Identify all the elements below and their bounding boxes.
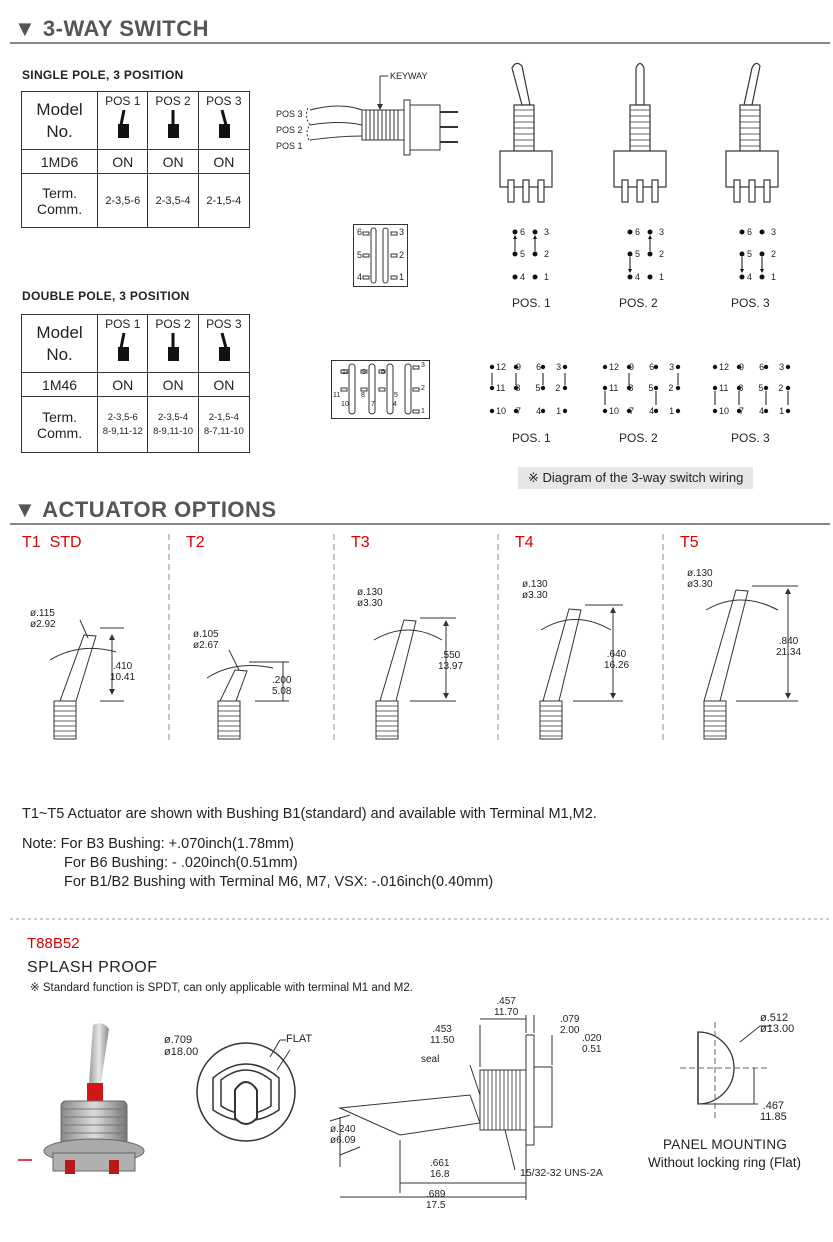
- dp-wiring-pins-pos3: 11 8 5 2: [719, 383, 784, 393]
- dp-wiring-pins-pos2: 12 9 6 3: [609, 362, 675, 372]
- sp-wiring-pin: 5: [520, 249, 526, 259]
- side-dim-689: .689 17.5: [426, 1189, 446, 1211]
- dp-pin: 4: [393, 401, 397, 408]
- switch-side-view-drawing: [300, 70, 470, 170]
- splash-note: ※ Standard function is SPDT, can only applicable with terminal M1 and M2.: [30, 982, 413, 994]
- splash-code: T88B52: [27, 935, 80, 952]
- t5-height-label: .840 21.34: [776, 636, 802, 658]
- toggle-pos1-icon: [113, 331, 133, 365]
- actuator-name-t5: T5: [680, 534, 699, 551]
- dp-wiring-pins-pos3: 12 9 6 3: [719, 362, 785, 372]
- state-cell: ON: [148, 373, 198, 397]
- splash-product-photo: [35, 1015, 145, 1175]
- panel-mounting-title: PANEL MOUNTING: [663, 1137, 788, 1152]
- toggle-pos2-icon: [163, 331, 183, 365]
- state-cell: ON: [198, 150, 249, 174]
- flat-label: FLAT: [286, 1033, 313, 1045]
- single-pole-title: SINGLE POLE, 3 POSITION: [22, 68, 184, 82]
- dp-wiring-pins-pos2: 11 8 5 2: [609, 383, 674, 393]
- side-pos1-label: POS 1: [276, 141, 303, 151]
- dp-pos2-label: POS. 2: [619, 431, 658, 445]
- toggle-front-pos3: [726, 63, 778, 202]
- double-pole-table: [21, 314, 250, 453]
- photo-red-mark: [18, 1158, 34, 1162]
- sp-wiring-pin: 4: [635, 272, 641, 282]
- section-heading-3way: ▼ 3-WAY SWITCH: [14, 16, 210, 41]
- t3-dia-label: ø.130 ø3.30: [357, 587, 383, 609]
- dp-pin: 6: [381, 369, 385, 376]
- bushing-note-1: Note: For B3 Bushing: +.070inch(1.78mm): [22, 836, 295, 852]
- sp-wiring-pin: 6: [635, 227, 641, 237]
- section-rule: [10, 42, 830, 44]
- sp-wiring-pin: 3: [771, 227, 777, 237]
- side-dim-661: .661 16.8: [430, 1158, 450, 1180]
- panel-mounting-subtitle: Without locking ring (Flat): [648, 1155, 802, 1170]
- side-dim-240: ø.240 ø6.09: [330, 1124, 356, 1146]
- single-pole-table: [21, 91, 250, 228]
- dp-wiring-pins-pos1: 11 8 5 2: [496, 383, 561, 393]
- term-label: Term. Comm.: [22, 397, 98, 453]
- sp-pin: 5: [357, 250, 363, 260]
- wiring-note: ※ Diagram of the 3-way switch wiring: [518, 467, 753, 489]
- splash-divider: [0, 917, 833, 921]
- pos2-header: POS 2: [148, 92, 198, 150]
- term-cell: 2-1,5-4 8-7,11-10: [198, 397, 249, 453]
- state-cell: ON: [148, 150, 198, 174]
- bushing-note-2: For B6 Bushing: - .020inch(0.51mm): [64, 855, 298, 871]
- sp-pin: 6: [357, 227, 363, 237]
- dp-pos3-label: POS. 3: [731, 431, 770, 445]
- sp-wiring-pin: 3: [659, 227, 665, 237]
- splash-title: SPLASH PROOF: [27, 959, 158, 976]
- side-dim-457: .457 11.70: [494, 996, 519, 1018]
- dp-pin: 1: [421, 408, 425, 415]
- t4-height-label: .640 16.26: [604, 649, 630, 671]
- t1-dia-label: ø.115 ø2.92: [30, 608, 56, 630]
- dp-wiring-pins-pos2: 10 7 4 1: [609, 406, 675, 416]
- t2-dia-label: ø.105 ø2.67: [193, 629, 219, 651]
- term-cell: 2-3,5-4 8-9,11-10: [148, 397, 198, 453]
- toggle-pos2-icon: [163, 108, 183, 142]
- dp-pin: 9: [362, 369, 366, 376]
- dp-pin: 12: [342, 369, 350, 376]
- sp-wiring-pin: 4: [520, 272, 526, 282]
- section-heading-actuator: ▼ ACTUATOR OPTIONS: [14, 497, 277, 522]
- term-label: Term. Comm.: [22, 174, 98, 228]
- sp-wiring-pin: 2: [659, 249, 665, 259]
- side-pos2-label: POS 2: [276, 125, 303, 135]
- side-dim-453: .453 11.50: [430, 1024, 455, 1046]
- sp-wiring-pin: 5: [747, 249, 753, 259]
- t3-height-label: .550 13.97: [438, 650, 464, 672]
- sp-pos3-label: POS. 3: [731, 296, 770, 310]
- actuator-name-t3: T3: [351, 534, 370, 551]
- sp-wiring-pin: 2: [544, 249, 550, 259]
- front-dia-label: ø.709 ø18.00: [164, 1034, 199, 1058]
- double-pole-title: DOUBLE POLE, 3 POSITION: [22, 289, 190, 303]
- dp-pin: 8: [361, 392, 365, 399]
- toggle-pos1-icon: [113, 108, 133, 142]
- sp-pin: 2: [399, 250, 405, 260]
- toggle-front-pos2: [614, 64, 666, 203]
- toggle-front-pos1: [500, 63, 552, 202]
- pos1-header: POS 1: [98, 315, 148, 373]
- actuator-t5-drawing: [680, 570, 830, 740]
- dp-wiring-pins-pos1: 12 9 6 3: [496, 362, 562, 372]
- term-cell: 2-3,5-6 8-9,11-12: [98, 397, 148, 453]
- model-label: Model No.: [22, 92, 98, 150]
- panel-height-label: .467 11.85: [760, 1100, 787, 1123]
- actuator-name-t2: T2: [186, 534, 205, 551]
- dp-pin: 10: [341, 401, 349, 408]
- model-label: Model No.: [22, 315, 98, 373]
- toggle-pos3-icon: [214, 331, 234, 365]
- sp-pos1-label: POS. 1: [512, 296, 551, 310]
- t1-height-label: .410 10.41: [110, 661, 136, 683]
- sp-wiring-pin: 1: [771, 272, 777, 282]
- state-cell: ON: [198, 373, 249, 397]
- model-number: 1M46: [22, 373, 98, 397]
- panel-dia-label: ø.512 ø13.00: [760, 1012, 795, 1035]
- toggle-front-drawings: [490, 60, 790, 215]
- state-cell: ON: [98, 150, 148, 174]
- pos1-header: POS 1: [98, 92, 148, 150]
- bushing-note-3: For B1/B2 Bushing with Terminal M6, M7, VSX: -.016inch(0.40mm): [64, 874, 494, 890]
- dp-pin: 7: [371, 401, 375, 408]
- dp-pin: 3: [421, 362, 425, 369]
- side-dim-020: .020 0.51: [582, 1033, 602, 1055]
- sp-wiring-pin: 6: [747, 227, 753, 237]
- actuator-name-t1: T1 STD: [22, 534, 82, 551]
- t2-height-label: .200 5.08: [272, 675, 292, 697]
- sp-wiring-pin: 1: [659, 272, 665, 282]
- term-cell: 2-1,5-4: [198, 174, 249, 228]
- term-cell: 2-3,5-4: [148, 174, 198, 228]
- sp-pin: 1: [399, 272, 405, 282]
- model-number: 1MD6: [22, 150, 98, 174]
- dp-pin: 5: [394, 392, 398, 399]
- sp-wiring-pin: 1: [544, 272, 550, 282]
- sp-wiring-pin: 3: [544, 227, 550, 237]
- side-dim-079: .079 2.00: [560, 1014, 580, 1036]
- pos3-header: POS 3: [198, 315, 249, 373]
- sp-wiring-pin: 6: [520, 227, 526, 237]
- pos2-header: POS 2: [148, 315, 198, 373]
- dp-pos1-label: POS. 1: [512, 431, 551, 445]
- term-cell: 2-3,5-6: [98, 174, 148, 228]
- t5-dia-label: ø.130 ø3.30: [687, 568, 713, 590]
- section-rule: [10, 523, 830, 525]
- flat-leader: [270, 1037, 290, 1059]
- toggle-pos3-icon: [214, 108, 234, 142]
- sp-pos2-label: POS. 2: [619, 296, 658, 310]
- pos3-header: POS 3: [198, 92, 249, 150]
- t4-dia-label: ø.130 ø3.30: [522, 579, 548, 601]
- thread-label: 15/32-32 UNS-2A: [520, 1167, 603, 1179]
- dp-pin: 11: [333, 392, 341, 399]
- sp-pin: 4: [357, 272, 363, 282]
- sp-pin: 3: [399, 227, 405, 237]
- sp-wiring-pin: 5: [635, 249, 641, 259]
- seal-label: seal: [421, 1054, 440, 1065]
- sp-wiring-pin: 2: [771, 249, 777, 259]
- keyway-label: KEYWAY: [390, 71, 428, 81]
- dp-wiring-pins-pos3: 10 7 4 1: [719, 406, 785, 416]
- state-cell: ON: [98, 373, 148, 397]
- sp-wiring-pin: 4: [747, 272, 753, 282]
- dp-wiring-pins-pos1: 10 7 4 1: [496, 406, 562, 416]
- panel-mounting-drawing: [660, 1020, 820, 1130]
- actuator-note-line: T1~T5 Actuator are shown with Bushing B1(standard) and available with Terminal M1,M2.: [22, 806, 597, 822]
- actuator-name-t4: T4: [515, 534, 534, 551]
- side-pos3-label: POS 3: [276, 109, 303, 119]
- dp-pin: 2: [421, 385, 425, 392]
